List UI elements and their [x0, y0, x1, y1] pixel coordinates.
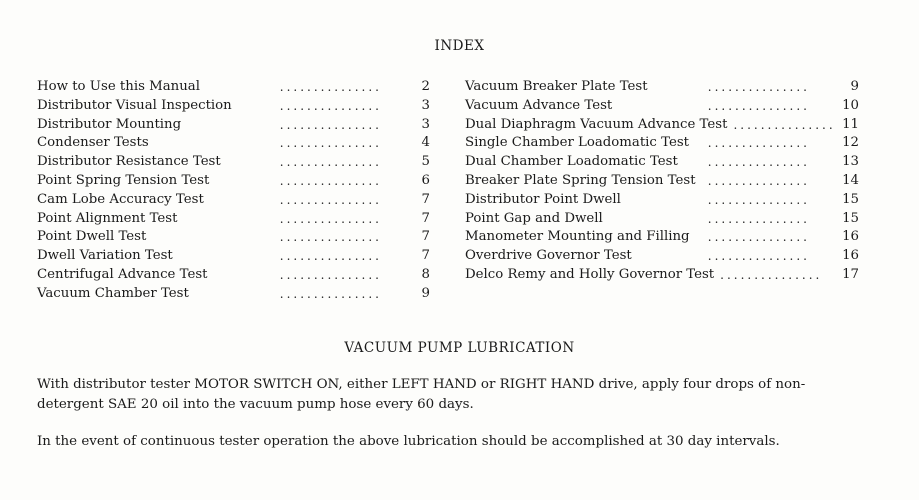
index-entry-page: 14 — [842, 172, 859, 188]
index-entry — [465, 191, 865, 210]
index-entry-page: 3 — [421, 116, 430, 132]
dot-leader: ............... — [279, 98, 382, 113]
index-entry — [37, 210, 432, 229]
dot-leader: ............... — [279, 249, 382, 264]
index-entry-page: 6 — [421, 172, 430, 188]
index-entry — [37, 97, 432, 116]
index-entry-page: 7 — [421, 191, 430, 207]
index-entry-label: Breaker Plate Spring Tension Test — [465, 172, 696, 188]
lubrication-paragraph-1: With distributor tester MOTOR SWITCH ON, either LEFT HAND or RIGHT HAND drive, apply four drops of non-detergent SAE 20 oil into the vacuum pump hose every 60 days. — [37, 377, 806, 412]
index-entry — [465, 116, 865, 135]
index-entry-label: Point Dwell Test — [37, 229, 147, 245]
index-entry-label: Cam Lobe Accuracy Test — [37, 191, 204, 207]
index-entry-page: 16 — [842, 248, 859, 264]
index-entry-page: 7 — [421, 248, 430, 264]
index-entry — [465, 228, 865, 247]
index-entry-label: Vacuum Chamber Test — [37, 285, 189, 301]
dot-leader: ............... — [707, 173, 810, 188]
index-entry-label: Overdrive Governor Test — [465, 248, 632, 264]
index-entry-page: 5 — [421, 154, 430, 170]
index-entry-label: Point Gap and Dwell — [465, 210, 603, 226]
index-right-column — [465, 78, 865, 285]
index-entry-label: Single Chamber Loadomatic Test — [465, 135, 689, 151]
dot-leader: ............... — [279, 136, 382, 151]
index-entry — [37, 191, 432, 210]
index-entry-label: Distributor Resistance Test — [37, 154, 221, 170]
index-entry-page: 12 — [842, 135, 859, 151]
index-entry-page: 13 — [842, 154, 859, 170]
index-entry-label: Dual Diaphragm Vacuum Advance Test — [465, 116, 728, 132]
index-entry-label: Centrifugal Advance Test — [37, 266, 208, 282]
index-entry — [465, 247, 865, 266]
index-entry-page: 15 — [842, 191, 859, 207]
dot-leader: ............... — [279, 173, 382, 188]
index-entry — [465, 266, 865, 285]
dot-leader: ............... — [279, 267, 382, 282]
index-entry-page: 11 — [842, 116, 859, 132]
index-entry-page: 9 — [421, 285, 430, 301]
dot-leader: ............... — [707, 230, 810, 245]
index-entry-page: 10 — [842, 97, 859, 113]
index-entry-page: 9 — [850, 79, 859, 94]
index-entry-page: 2 — [421, 79, 430, 94]
dot-leader: ............... — [279, 286, 382, 301]
dot-leader: ............... — [707, 249, 810, 264]
index-entry — [37, 228, 432, 247]
index-entry — [465, 78, 865, 97]
index-entry — [37, 116, 432, 135]
index-entry — [37, 153, 432, 172]
index-entry — [37, 172, 432, 191]
index-entry-label: Manometer Mounting and Filling — [465, 229, 690, 245]
dot-leader: ............... — [707, 136, 810, 151]
dot-leader: ............... — [279, 80, 382, 94]
index-entry-label: Delco Remy and Holly Governor Test — [465, 266, 715, 282]
index-entry-page: 7 — [421, 229, 430, 245]
index-entry — [465, 134, 865, 153]
index-entry-label: Point Alignment Test — [37, 210, 178, 226]
dot-leader: ............... — [279, 211, 382, 226]
dot-leader: ............... — [733, 117, 836, 132]
index-entry-label: Vacuum Advance Test — [465, 97, 613, 113]
index-entry-page: 8 — [421, 266, 430, 282]
index-entry — [37, 78, 432, 97]
index-entry-label: Dwell Variation Test — [37, 248, 173, 264]
index-entry-page: 16 — [842, 229, 859, 245]
dot-leader: ............... — [707, 155, 810, 170]
index-entry-label: Distributor Mounting — [37, 116, 182, 132]
dot-leader: ............... — [707, 192, 810, 207]
dot-leader: ............... — [720, 267, 823, 282]
index-entry — [465, 210, 865, 229]
lubrication-title: VACUUM PUMP LUBRICATION — [344, 340, 575, 356]
index-entry-label: Point Spring Tension Test — [37, 172, 210, 188]
index-entry — [37, 134, 432, 153]
index-entry-page: 17 — [842, 266, 859, 282]
index-entry-label: Vacuum Breaker Plate Test — [465, 79, 648, 94]
index-entry — [465, 172, 865, 191]
index-entry-page: 7 — [421, 210, 430, 226]
index-entry — [37, 285, 432, 304]
dot-leader: ............... — [707, 80, 810, 94]
dot-leader: ............... — [279, 117, 382, 132]
dot-leader: ............... — [279, 230, 382, 245]
index-entry — [465, 97, 865, 116]
index-entry-page: 4 — [421, 135, 430, 151]
dot-leader: ............... — [707, 211, 810, 226]
index-entry-label: Dual Chamber Loadomatic Test — [465, 154, 678, 170]
index-entry — [37, 247, 432, 266]
index-entry-page: 3 — [421, 97, 430, 113]
index-entry — [37, 266, 432, 285]
index-entry-label: Distributor Point Dwell — [465, 191, 621, 207]
lubrication-paragraph-2: In the event of continuous tester operation the above lubrication should be accomplished at 30 day intervals. — [37, 434, 780, 449]
dot-leader: ............... — [279, 192, 382, 207]
index-entry — [465, 153, 865, 172]
dot-leader: ............... — [707, 98, 810, 113]
index-entry-label: Condenser Tests — [37, 135, 149, 151]
index-entry-label: Distributor Visual Inspection — [37, 97, 232, 113]
index-entry-label: How to Use this Manual — [37, 79, 200, 94]
index-title: INDEX — [434, 38, 485, 54]
index-left-column — [37, 78, 432, 304]
index-entry-page: 15 — [842, 210, 859, 226]
dot-leader: ............... — [279, 155, 382, 170]
